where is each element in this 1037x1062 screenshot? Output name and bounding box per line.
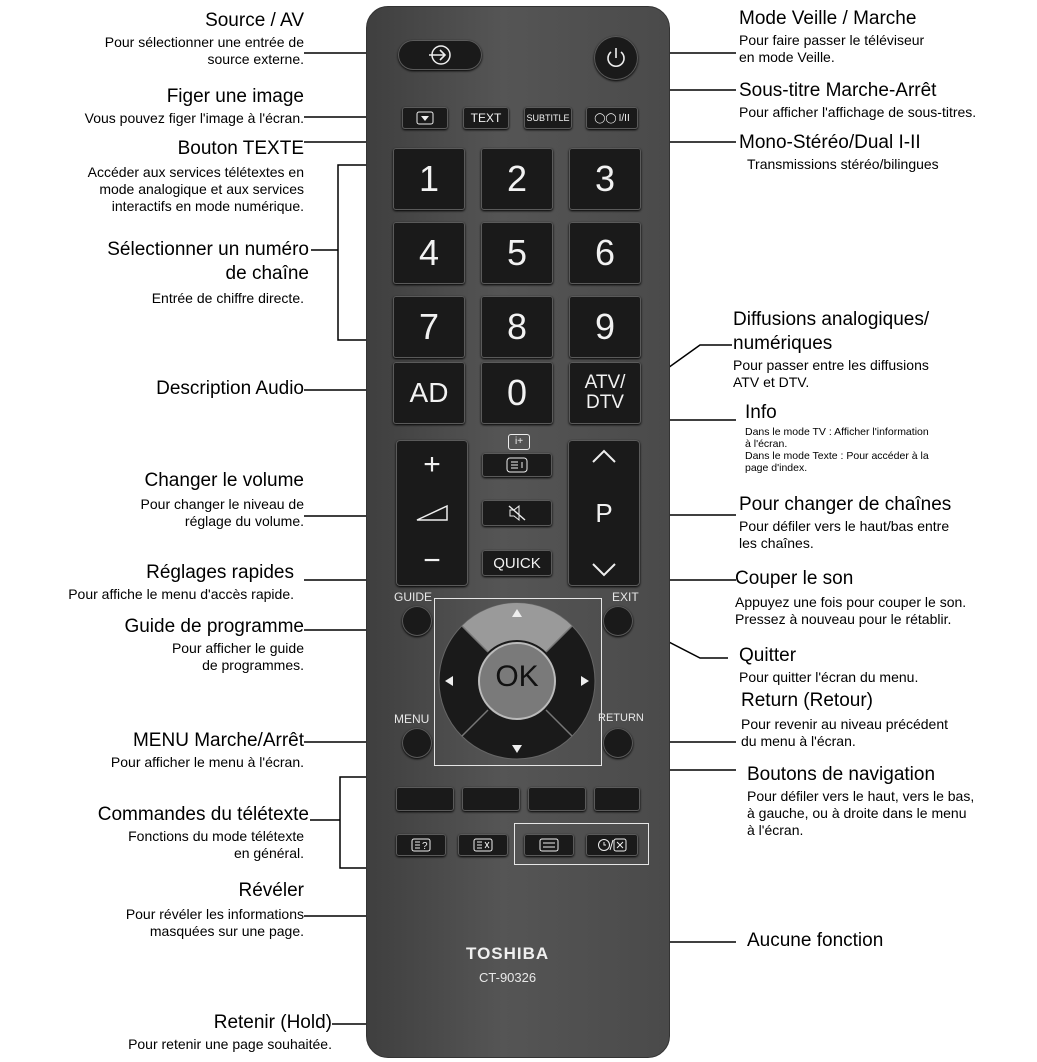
hold-icon: [473, 838, 493, 852]
return-button[interactable]: [603, 728, 633, 758]
number-button-4[interactable]: 4: [393, 222, 465, 284]
model-number: CT-90326: [479, 970, 537, 985]
volume-title: Changer le volume: [144, 470, 304, 491]
info-desc: Dans le mode TV : Afficher l'information à l'écran. Dans le mode Texte : Pour accéder à la page d'index.: [745, 426, 929, 474]
mute-title: Couper le son: [735, 568, 854, 589]
menu-desc: Pour afficher le menu à l'écran.: [110, 754, 304, 770]
source-title: Source / AV: [205, 10, 304, 31]
blue-button[interactable]: [594, 787, 640, 811]
number-button-7[interactable]: 7: [393, 296, 465, 358]
size-button[interactable]: [524, 834, 574, 856]
info-icon: [506, 457, 528, 473]
analog-title: Diffusions analogiques/ numériques: [733, 309, 930, 354]
return-desc: Pour revenir au niveau précédent du menu à l'écran.: [741, 716, 949, 749]
info-button[interactable]: [482, 453, 552, 477]
audio-description-title: Description Audio: [156, 378, 304, 399]
return-title: Return (Retour): [741, 690, 873, 711]
reveal-desc: Pour révéler les informations masquées sur une page.: [125, 906, 304, 939]
channel-change-title: Pour changer de chaînes: [739, 494, 952, 515]
dual-button[interactable]: [586, 107, 638, 129]
hold-button[interactable]: [458, 834, 508, 856]
volume-up-label: +: [423, 448, 441, 481]
text-desc: Accéder aux services télétextes en mode analogique et aux services interactifs en mode numérique.: [87, 164, 304, 214]
mute-desc: Appuyez une fois pour couper le son. Pressez à nouveau pour le rétablir.: [735, 594, 967, 627]
guide-desc: Pour afficher le guide de programmes.: [171, 640, 304, 673]
analog-desc: Pour passer entre les diffusions ATV et DTV.: [733, 357, 929, 390]
ad-button[interactable]: AD: [393, 362, 465, 424]
info-plus-icon: i+: [508, 434, 530, 450]
volume-rocker[interactable]: [396, 440, 468, 586]
power-icon: [603, 45, 629, 71]
exit-label: EXIT: [612, 590, 639, 604]
brand-logo: TOSHIBA: [466, 944, 550, 963]
teletext-desc: Fonctions du mode télétexte en général.: [128, 828, 304, 861]
text-title: Bouton TEXTE: [177, 138, 304, 159]
info-title: Info: [745, 402, 777, 423]
cancel-text-button[interactable]: [586, 834, 638, 856]
freeze-desc: Vous pouvez figer l'image à l'écran.: [84, 110, 304, 126]
channel-number-desc: Entrée de chiffre directe.: [151, 290, 304, 306]
number-button-9[interactable]: 9: [569, 296, 641, 358]
quit-title: Quitter: [739, 645, 797, 666]
number-button-1[interactable]: 1: [393, 148, 465, 210]
ok-button[interactable]: OK: [495, 660, 539, 693]
subtitle-desc: Pour afficher l'affichage de sous-titres.: [739, 104, 977, 120]
quick-desc: Pour affiche le menu d'accès rapide.: [68, 586, 294, 602]
quick-button[interactable]: QUICK: [482, 550, 552, 576]
freeze-icon: [416, 111, 434, 125]
mute-icon: [507, 504, 527, 522]
source-desc: Pour sélectionner une entrée de source externe.: [104, 34, 304, 67]
input-arrow-icon: [425, 44, 455, 66]
red-button[interactable]: [396, 787, 454, 811]
freeze-title: Figer une image: [166, 86, 304, 107]
exit-button[interactable]: [603, 606, 633, 636]
standby-desc: Pour faire passer le téléviseur en mode Veille.: [739, 32, 925, 65]
hold-desc: Pour retenir une page souhaitée.: [128, 1036, 332, 1052]
channel-number-title: Sélectionner un numéro de chaîne: [107, 239, 309, 284]
guide-title: Guide de programme: [124, 616, 304, 637]
text-button[interactable]: TEXT: [463, 107, 509, 129]
green-button[interactable]: [462, 787, 520, 811]
number-button-3[interactable]: 3: [569, 148, 641, 210]
navigation-title: Boutons de navigation: [747, 764, 936, 785]
volume-icon: [415, 504, 449, 522]
freeze-button[interactable]: [402, 107, 448, 129]
standby-title: Mode Veille / Marche: [739, 8, 917, 29]
dual-label: I/II: [618, 112, 630, 124]
hold-title: Retenir (Hold): [213, 1012, 332, 1033]
chevron-up-icon: [591, 448, 617, 464]
clock-cancel-icon: [597, 838, 627, 852]
svg-text:?: ?: [422, 841, 428, 852]
subtitle-title: Sous-titre Marche-Arrêt: [739, 80, 937, 101]
teletext-title: Commandes du télétexte: [97, 804, 309, 825]
no-function-title: Aucune fonction: [747, 930, 884, 951]
dual-icon: ◯◯: [594, 112, 617, 124]
source-button[interactable]: [398, 40, 482, 70]
power-button[interactable]: [594, 36, 638, 80]
reveal-icon: [411, 838, 431, 852]
menu-title: MENU Marche/Arrêt: [132, 730, 304, 751]
menu-label: MENU: [394, 712, 430, 726]
guide-label: GUIDE: [394, 590, 433, 604]
mono-desc: Transmissions stéréo/bilingues: [747, 156, 939, 172]
volume-desc: Pour changer le niveau de réglage du volume.: [140, 496, 304, 529]
number-button-0[interactable]: 0: [481, 362, 553, 424]
program-label: P: [595, 497, 613, 528]
reveal-button[interactable]: [396, 834, 446, 856]
quit-desc: Pour quitter l'écran du menu.: [739, 669, 919, 685]
chevron-down-icon: [591, 562, 617, 578]
mono-title: Mono-Stéréo/Dual I-II: [739, 132, 921, 153]
menu-button[interactable]: [402, 728, 432, 758]
number-button-5[interactable]: 5: [481, 222, 553, 284]
channel-change-desc: Pour défiler vers le haut/bas entre les chaînes.: [739, 518, 950, 551]
channel-rocker[interactable]: [568, 440, 640, 586]
yellow-button[interactable]: [528, 787, 586, 811]
volume-down-label: −: [423, 544, 441, 577]
guide-button[interactable]: [402, 606, 432, 636]
size-icon: [539, 838, 559, 852]
quick-title: Réglages rapides: [146, 562, 294, 583]
mute-button[interactable]: [482, 500, 552, 526]
reveal-title: Révéler: [238, 880, 304, 901]
number-button-8[interactable]: 8: [481, 296, 553, 358]
number-button-6[interactable]: 6: [569, 222, 641, 284]
atv-dtv-button[interactable]: ATV/ DTV: [569, 362, 641, 424]
return-label: RETURN: [598, 712, 644, 724]
subtitle-button[interactable]: SUBTITLE: [524, 107, 572, 129]
number-button-2[interactable]: 2: [481, 148, 553, 210]
navigation-desc: Pour défiler vers le haut, vers le bas, à gauche, ou à droite dans le menu à l'écran.: [747, 788, 975, 838]
